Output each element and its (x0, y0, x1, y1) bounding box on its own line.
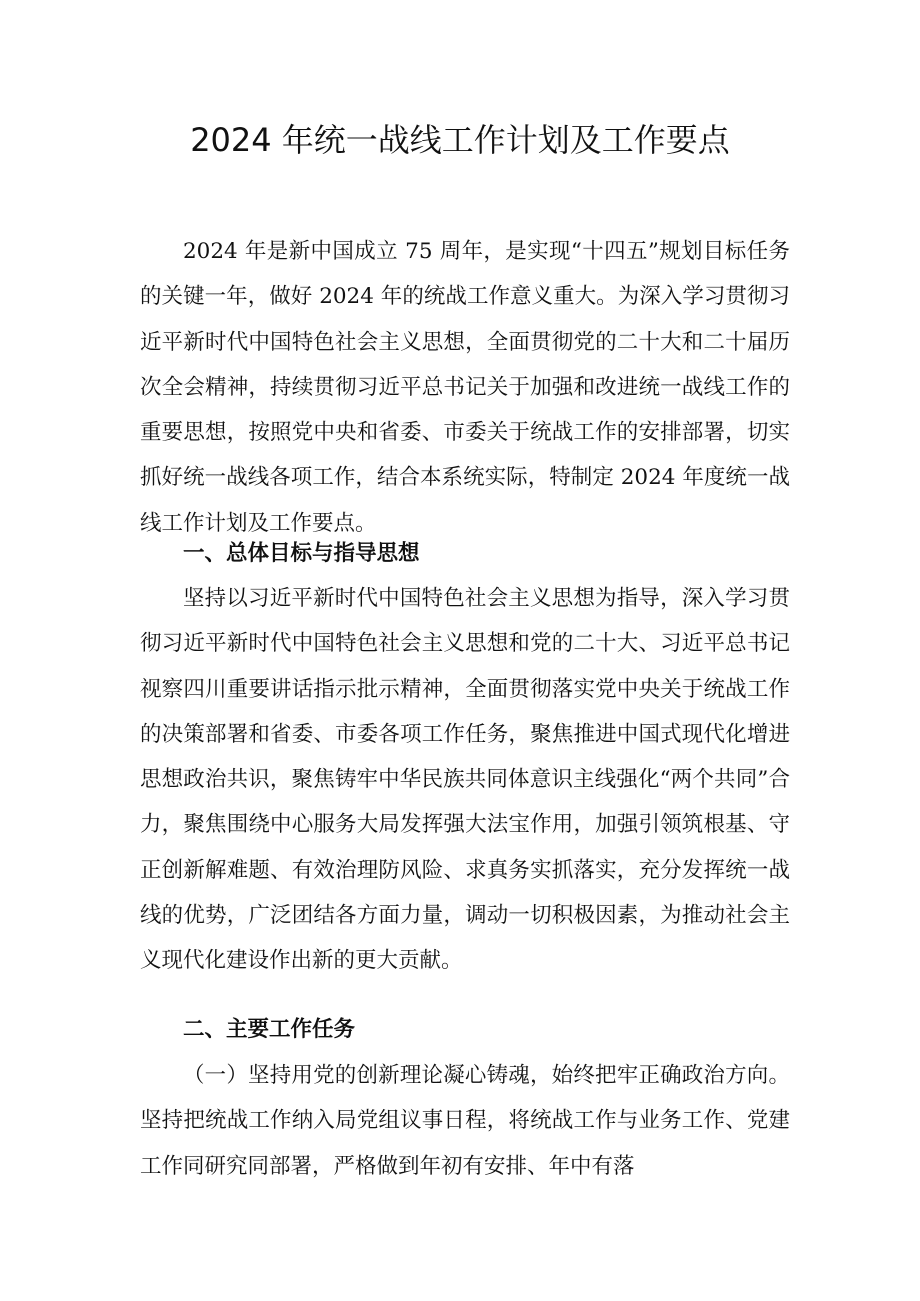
section-2-item-1-paragraph: （一）坚持用党的创新理论凝心铸魂，始终把牢正确政治方向。坚持把统战工作纳入局党组议事日程，将统战工作与业务工作、党建工作同研究同部署，严格做到年初有安排、年中有落 (140, 1063, 790, 1179)
section-heading-1: 一、总体目标与指导思想 (183, 541, 420, 566)
document-title: 2024 年统一战线工作计划及工作要点 (190, 121, 730, 159)
section-1-paragraph: 坚持以习近平新时代中国特色社会主义思想为指导，深入学习贯彻习近平新时代中国特色社会主义思想和党的二十大、习近平总书记视察四川重要讲话指示批示精神，全面贯彻落实党中央关于统战工作的决策部署和省委、市委各项工作任务，聚焦推进中国式现代化增进思想政治共识，聚焦铸牢中华民族共同体意识主线强化“两个共同”合力，聚焦围绕中心服务大局发挥强大法宝作用，加强引领筑根基、守正创新解难题、有效治理防风险、求真务实抓落实，充分发挥统一战线的优势，广泛团结各方面力量，调动一切积极因素，为推动社会主义现代化建设作出新的更大贡献。 (140, 586, 790, 974)
section-heading-2: 二、主要工作任务 (183, 1017, 356, 1042)
intro-paragraph: 2024 年是新中国成立 75 周年，是实现“十四五”规划目标任务的关键一年，做好 2024 年的统战工作意义重大。为深入学习贯彻习近平新时代中国特色社会主义思想，全面贯彻党的二十大和二十届历次全会精神，持续贯彻习近平总书记关于加强和改进统一战线工作的重要思想，按照党中央和省委、市委关于统战工作的安排部署，切实抓好统一战线各项工作，结合本系统实际，特制定 2024 年度统一战线工作计划及工作要点。 (140, 239, 790, 536)
